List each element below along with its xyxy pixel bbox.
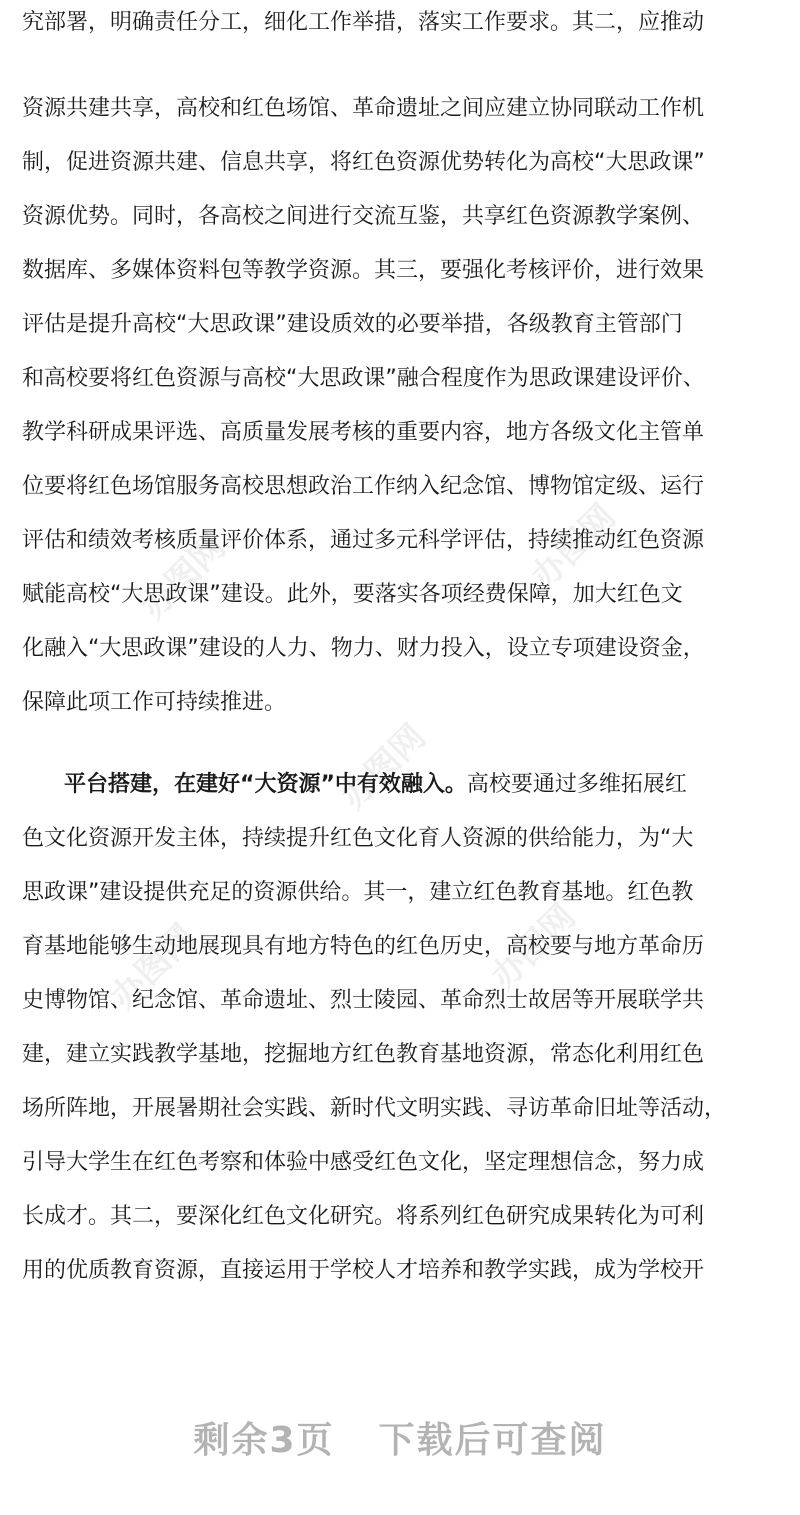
text-line: 思政课”建设提供充足的资源供给。其一，建立红色教育基地。红色教: [22, 880, 694, 905]
watermark: 办图网: [483, 896, 584, 998]
text-line: 制，促进资源共建、信息共享，将红色资源优势转化为高校“大思政课”: [22, 150, 705, 175]
text-line: 赋能高校“大思政课”建设。此外，要落实各项经费保障，加大红色文: [22, 582, 683, 607]
text-line: 评估和绩效考核质量评价体系，通过多元科学评估，持续推动红色资源: [22, 528, 705, 553]
text-line: 长成才。其二，要深化红色文化研究。将系列红色研究成果转化为可利: [22, 1204, 705, 1229]
text-line: 史博物馆、纪念馆、革命遗址、烈士陵园、革命烈士故居等开展联学共: [22, 988, 705, 1013]
text-line: 场所阵地，开展暑期社会实践、新时代文明实践、寻访革命旧址等活动，: [22, 1096, 727, 1121]
text-line: 用的优质教育资源，直接运用于学校人才培养和教学实践，成为学校开: [22, 1258, 705, 1283]
text-line: 引导大学生在红色考察和体验中感受红色文化，坚定理想信念，努力成: [22, 1150, 705, 1175]
text-line: 数据库、多媒体资料包等教学资源。其三，要强化考核评价，进行效果: [22, 258, 705, 283]
text-line: 位要将红色场馆服务高校思想政治工作纳入纪念馆、博物馆定级、运行: [22, 474, 705, 499]
watermark: 办图网: [333, 716, 434, 818]
paragraph-heading: 平台搭建，在建好“大资源”中有效融入。: [64, 772, 467, 797]
text-line: 育基地能够生动地展现具有地方特色的红色历史，高校要与地方革命历: [22, 934, 705, 959]
text-line: 和高校要将红色资源与高校“大思政课”融合程度作为思政课建设评价、: [22, 366, 705, 391]
text-line: 评估是提升高校“大思政课”建设质效的必要举措，各级教育主管部门: [22, 312, 683, 337]
paragraph-first-line: [64, 770, 687, 800]
text-line: 保障此项工作可持续推进。: [22, 690, 287, 715]
remaining-pages-text: 剩余3页: [193, 1420, 335, 1461]
text-line: 色文化资源开发主体，持续提升红色文化育人资源的供给能力，为“大: [22, 826, 694, 851]
text-line: 资源共建共享，高校和红色场馆、革命遗址之间应建立协同联动工作机: [22, 96, 705, 121]
text-line: 资源优势。同时，各高校之间进行交流互鉴，共享红色资源教学案例、: [22, 204, 705, 229]
text-line: 究部署，明确责任分工，细化工作举措，落实工作要求。其二，应推动: [22, 10, 705, 35]
text-line: 建，建立实践教学基地，挖掘地方红色教育基地资源，常态化利用红色: [22, 1042, 705, 1067]
remaining-pages-banner[interactable]: [0, 1412, 800, 1468]
text-line: 教学科研成果评选、高质量发展考核的重要内容，地方各级文化主管单: [22, 420, 705, 445]
watermark: 办图网: [103, 916, 204, 1018]
watermark: 办图网: [523, 496, 624, 598]
watermark: 办图网: [133, 526, 234, 628]
paragraph-text: 高校要通过多维拓展红: [466, 772, 687, 797]
download-hint-text: 下载后可查阅: [378, 1420, 607, 1461]
text-line: 化融入“大思政课”建设的人力、物力、财力投入，设立专项建设资金，: [22, 636, 705, 661]
